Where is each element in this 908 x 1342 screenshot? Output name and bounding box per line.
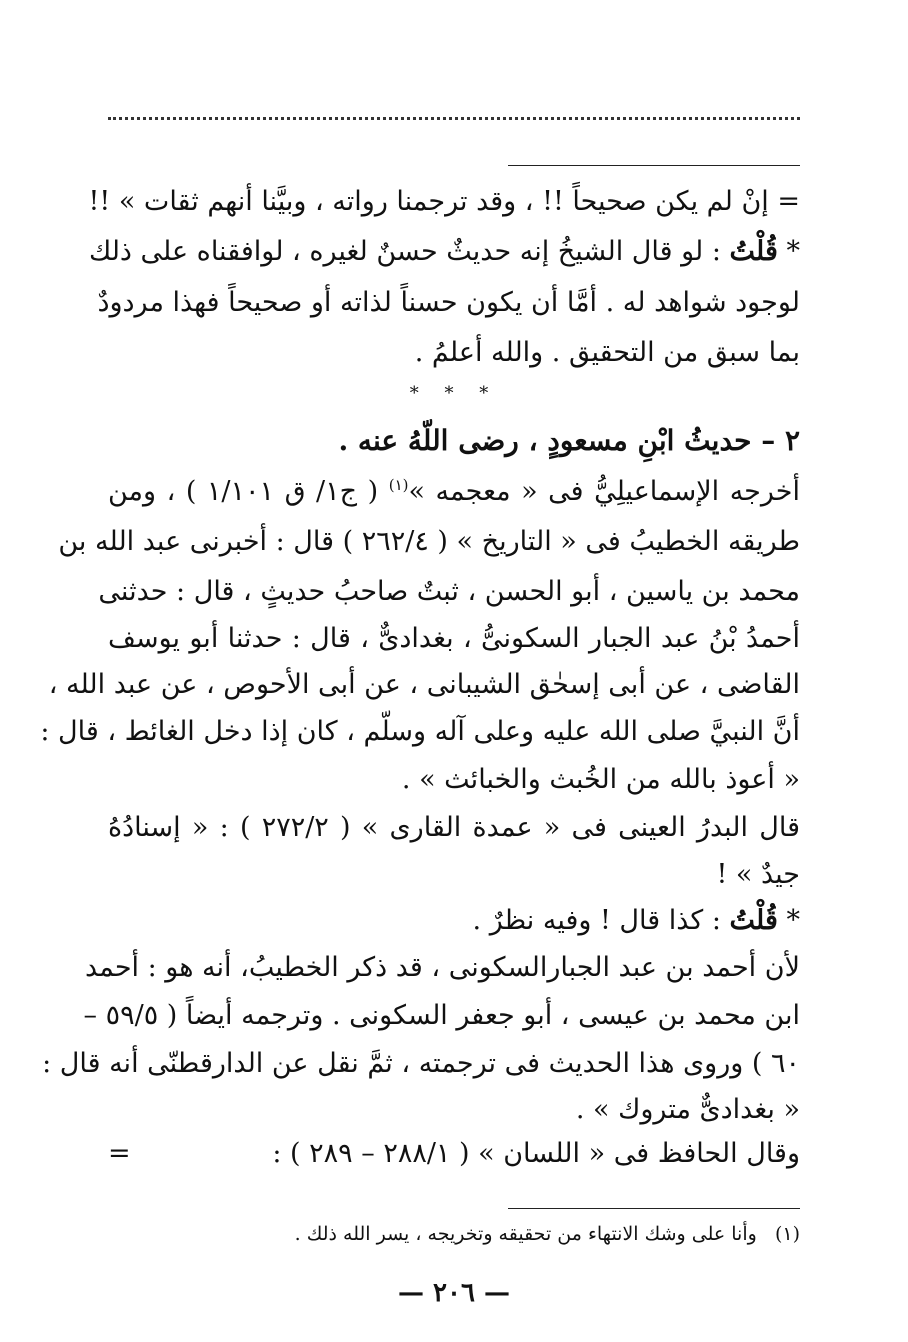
text-line-14: جيدٌ » ! [716, 859, 800, 890]
footnote [108, 1220, 800, 1248]
text-line-3: لوجود شواهد له . أمَّا أن يكون حسناً لذاته أو صحيحاً فهذا مردودٌ [97, 287, 800, 318]
text-line-4: بما سبق من التحقيق . والله أعلمُ . [414, 337, 800, 368]
qultu-label: قُلْتُ [729, 236, 778, 267]
text-line-10: القاضى ، عن أبى إسحٰق الشيبانى ، عن أبى الأحوص ، عن عبد الله ، [48, 669, 800, 700]
section-heading: ٢ – حديثُ ابْنِ مسعودٍ ، رضى اللّهُ عنه . [338, 424, 800, 457]
footnote-mark: (١) [774, 1223, 800, 1245]
text-line-19: « بغدادىٌّ متروك » . [575, 1094, 800, 1125]
continuation-mark: = [108, 1138, 131, 1169]
text-line-18: ٦٠ ) وروى هذا الحديث فى ترجمته ، ثمَّ نقل عن الدارقطنّى أنه قال : [42, 1048, 800, 1079]
text-line-12: « أعوذ بالله من الخُبث والخبائث » . [401, 764, 800, 795]
text-line-20: وقال الحافظ فى « اللسان » ( ٢٨٨/١ – ٢٨٩ ) : [272, 1138, 800, 1169]
text-line-7: طريقه الخطيبُ فى « التاريخ » ( ٢٦٢/٤ ) قال : أخبرنى عبد الله بن [58, 526, 800, 557]
dotted-separator [108, 117, 800, 120]
text-line-2 [88, 232, 800, 272]
asterisk-mark: * [777, 905, 800, 936]
page-number: — ٢٠٦ — [397, 1278, 511, 1308]
text-line-9: أحمدُ بْنُ عبد الجبار السكونىُّ ، بغدادىٌّ ، قال : حدثنا أبو يوسف [108, 623, 800, 654]
top-rule [508, 165, 800, 166]
footnote-reference: (١) [388, 476, 409, 494]
text-line-16: لأن أحمد بن عبد الجبارالسكونى ، قد ذكر الخطيبُ، أنه هو : أحمد [85, 952, 800, 983]
text-line-13: قال البدرُ العينى فى « عمدة القارى » ( ٢٧٢/٢ ) : « إسنادُهُ [108, 812, 800, 843]
text-line-15-rest: : كذا قال ! وفيه نظرٌ . [472, 905, 730, 936]
text-line-6a: أخرجه الإسماعيلِيُّ فى « معجمه » [408, 476, 800, 507]
text-line-6b: ( ج١/ ق ١/١٠١ ) ، ومن [108, 476, 389, 507]
text-line-15 [108, 901, 800, 941]
text-line-1: = إنْ لم يكن صحيحاً !! ، وقد ترجمنا رواته ، وبيَّنا أنهم ثقات » !! [88, 186, 800, 217]
text-line-11: أنَّ النبيَّ صلى الله عليه وعلى آله وسلّم ، كان إذا دخل الغائط ، قال : [40, 716, 800, 747]
text-line-6 [108, 472, 800, 512]
text-line-17: ابن محمد بن عيسى ، أبو جعفر السكونى . وترجمه أيضاً ( ٥٩/٥ – [83, 1000, 800, 1031]
text-line-2-rest: : لو قال الشيخُ إنه حديثٌ حسنٌ لغيره ، لوافقناه على ذلك [88, 236, 730, 267]
section-divider-stars: * * * [409, 383, 499, 404]
footnote-rule [508, 1208, 800, 1209]
text-line-8: محمد بن ياسين ، أبو الحسن ، ثبتٌ صاحبُ حديثٍ ، قال : حدثنى [98, 576, 800, 607]
qultu-label: قُلْتُ [729, 905, 778, 936]
footnote-text: وأنا على وشك الانتهاء من تحقيقه وتخريجه ، يسر الله ذلك . [294, 1223, 757, 1245]
asterisk-mark: * [777, 236, 800, 267]
